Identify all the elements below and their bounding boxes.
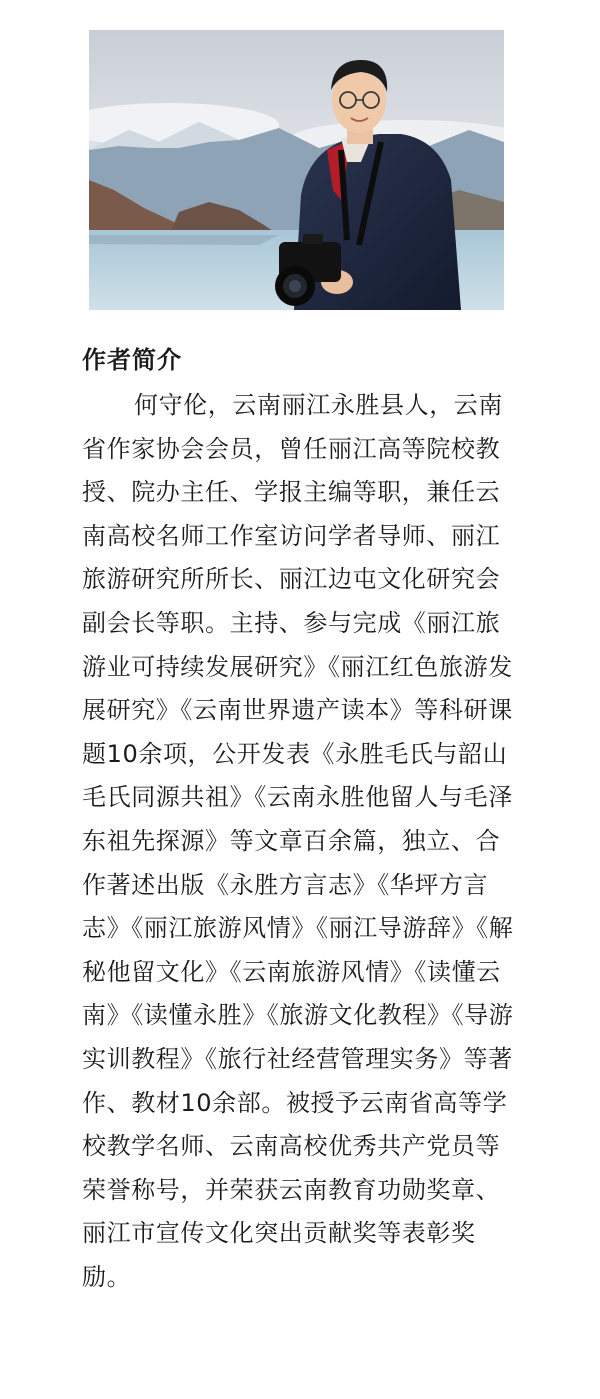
author-photo — [89, 30, 504, 310]
author-bio: 何守伦，云南丽江永胜县人，云南省作家协会会员，曾任丽江高等院校教授、院办主任、学报主编等职，兼任云南高校名师工作室访问学者导师、丽江旅游研究所所长、丽江边屯文化研究会副会长等职。主持、参与完成《丽江旅游业可持续发展研究》《丽江红色旅游发展研究》《云南世界遗产读本》等科研课题10余项，公开发表《永胜毛氏与韶山毛氏同源共祖》《云南永胜他留人与毛泽东祖先探源》等文章百余篇，独立、合作著述出版《永胜方言志》《华坪方言志》《丽江旅游风情》《丽江导游辞》《解秘他留文化》《云南旅游风情》《读懂云南》《读懂永胜》《旅游文化教程》《导游实训教程》《旅行社经营管理实务》等著作、教材10余部。被授予云南省高等学校教学名师、云南高校优秀共产党员等荣誉称号，并荣获云南教育功勋奖章、丽江市宣传文化突出贡献奖等表彰奖励。 — [82, 391, 514, 1291]
section-heading: 作者简介 — [82, 346, 182, 374]
